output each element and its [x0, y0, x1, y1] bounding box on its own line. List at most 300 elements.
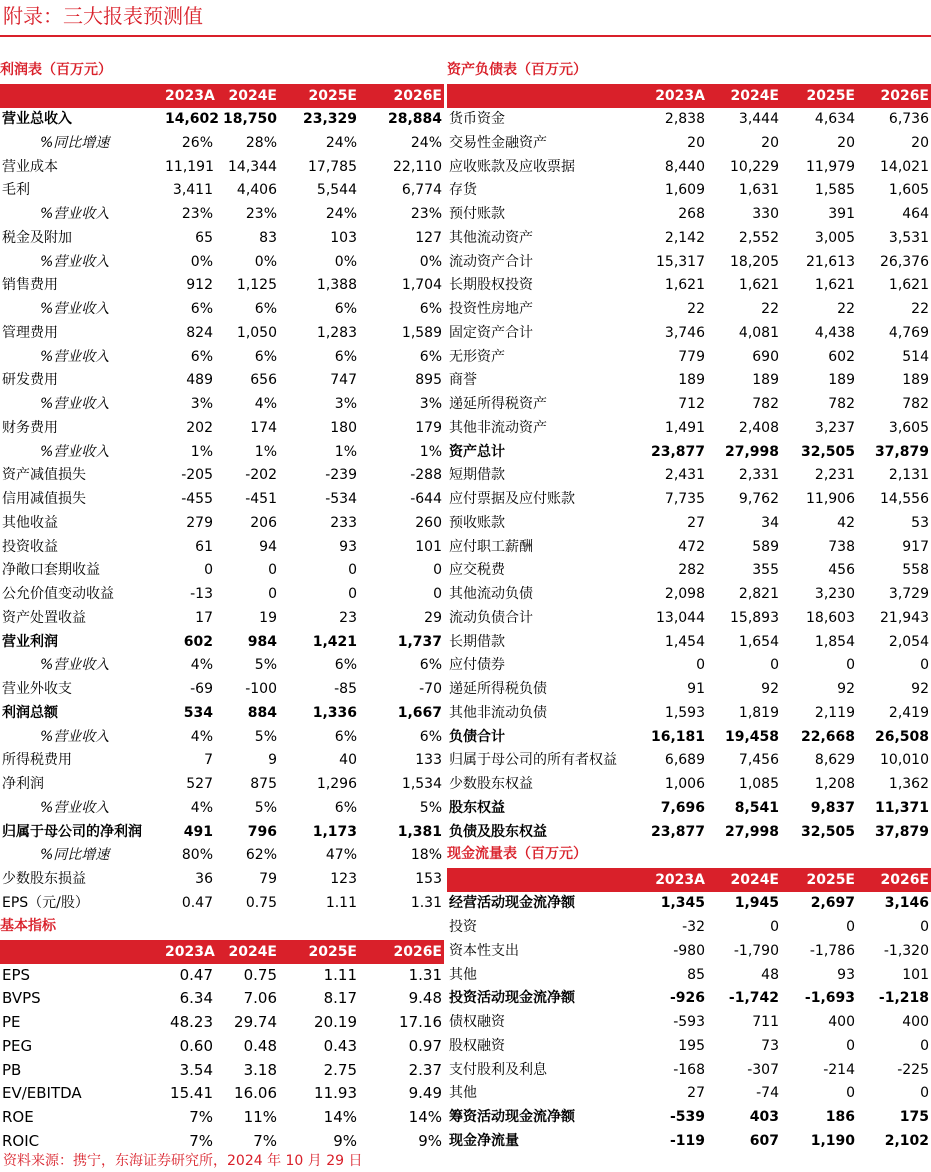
- table-row: [0, 702, 444, 726]
- value-cell: -214: [823, 1061, 855, 1078]
- row-label: 管理费用: [2, 324, 58, 341]
- value-cell: 4,634: [814, 111, 855, 127]
- row-label: 营业成本: [2, 158, 58, 175]
- value-cell: 19: [259, 609, 277, 626]
- value-cell: 18,205: [730, 253, 779, 270]
- value-cell: 11.93: [314, 1084, 357, 1103]
- value-cell: 94: [259, 538, 277, 555]
- table-row: [0, 844, 444, 868]
- value-cell: 189: [678, 372, 705, 389]
- table-row: [0, 1106, 444, 1130]
- row-label: 少数股东权益: [449, 776, 533, 792]
- table-row: [0, 607, 444, 631]
- value-cell: 3,230: [814, 586, 855, 602]
- value-cell: 711: [752, 1014, 779, 1030]
- row-label: ROIC: [2, 1131, 40, 1150]
- value-cell: 796: [247, 823, 277, 840]
- value-cell: -225: [897, 1061, 929, 1078]
- value-cell: 101: [902, 966, 929, 983]
- value-cell: 1,605: [888, 182, 929, 199]
- value-cell: 26,508: [874, 728, 929, 745]
- value-cell: 22,110: [393, 158, 442, 175]
- value-cell: 1,654: [738, 633, 779, 650]
- value-cell: 472: [678, 538, 705, 555]
- row-label: BVPS: [2, 989, 41, 1008]
- table-row: [0, 393, 444, 417]
- row-label: %营业收入: [40, 799, 110, 816]
- year-header: 2023A: [655, 88, 705, 104]
- value-cell: 1,388: [316, 277, 357, 294]
- value-cell: 2,431: [664, 467, 705, 484]
- value-cell: -593: [673, 1014, 705, 1030]
- value-cell: 0.97: [408, 1036, 442, 1055]
- table-row: [447, 298, 931, 322]
- value-cell: 1,534: [401, 776, 442, 792]
- value-cell: 9%: [333, 1131, 357, 1150]
- table-row: [447, 227, 931, 251]
- value-cell: 0: [920, 657, 929, 674]
- value-cell: 6%: [419, 301, 442, 317]
- table-row: [447, 678, 931, 702]
- row-label: 递延所得税资产: [449, 396, 547, 412]
- value-cell: 690: [752, 348, 779, 365]
- value-cell: 602: [183, 633, 213, 650]
- value-cell: -13: [190, 586, 213, 602]
- value-cell: 23,877: [650, 443, 705, 460]
- row-label: 投资收益: [2, 538, 58, 555]
- table-row: [447, 916, 931, 940]
- cash-flow-title: 现金流量表（百万元）: [447, 846, 587, 863]
- value-cell: 0.75: [245, 894, 277, 911]
- value-cell: 93: [837, 966, 855, 983]
- year-header: 2024E: [730, 872, 779, 889]
- value-cell: 0.75: [243, 965, 277, 984]
- value-cell: 4,081: [738, 324, 779, 341]
- cash-flow-table: [447, 892, 931, 1153]
- title-divider: [0, 35, 931, 37]
- value-cell: -100: [245, 681, 277, 697]
- value-cell: 27,998: [724, 823, 779, 840]
- value-cell: 7,696: [660, 799, 705, 816]
- value-cell: 2,131: [888, 467, 929, 484]
- row-label: %同比增速: [40, 847, 110, 864]
- value-cell: 1,296: [316, 776, 357, 792]
- value-cell: 1,050: [236, 324, 277, 341]
- value-cell: 7,735: [664, 491, 705, 507]
- value-cell: 9,837: [810, 799, 855, 816]
- basic-indicators-table: [0, 964, 444, 1154]
- value-cell: 127: [415, 229, 442, 246]
- value-cell: 21,613: [806, 253, 855, 270]
- row-label: 应收账款及应收票据: [449, 158, 575, 175]
- value-cell: 2,408: [738, 419, 779, 436]
- balance-sheet-table: [447, 108, 931, 844]
- value-cell: 3,146: [884, 895, 929, 912]
- value-cell: 23: [339, 609, 357, 626]
- row-label: EV/EBITDA: [2, 1084, 82, 1103]
- table-row: [447, 179, 931, 203]
- value-cell: 93: [339, 538, 357, 555]
- value-cell: 16,181: [650, 728, 705, 745]
- value-cell: 2,552: [738, 229, 779, 246]
- value-cell: 1,621: [888, 277, 929, 294]
- row-label: 税金及附加: [2, 229, 72, 246]
- value-cell: 1,819: [738, 704, 779, 721]
- value-cell: 27: [687, 514, 705, 531]
- value-cell: 0: [204, 562, 213, 579]
- value-cell: -1,790: [733, 942, 779, 959]
- value-cell: 189: [902, 372, 929, 389]
- table-row: [0, 298, 444, 322]
- value-cell: 0: [846, 1085, 855, 1102]
- row-label: 筹资活动现金流净额: [449, 1109, 575, 1125]
- value-cell: 15,317: [656, 253, 705, 270]
- value-cell: 206: [250, 514, 277, 531]
- value-cell: 1,585: [814, 182, 855, 199]
- value-cell: 4%: [254, 396, 277, 412]
- table-row: [447, 1059, 931, 1083]
- row-label: 其他流动负债: [449, 586, 533, 602]
- row-label: %营业收入: [40, 728, 110, 745]
- value-cell: 779: [678, 348, 705, 365]
- value-cell: 48.23: [170, 1013, 213, 1031]
- value-cell: 3,237: [814, 419, 855, 436]
- value-cell: 133: [415, 752, 442, 769]
- value-cell: 62%: [245, 847, 277, 864]
- table-row: [0, 346, 444, 370]
- value-cell: 27,998: [724, 443, 779, 460]
- table-row: [447, 892, 931, 916]
- value-cell: 14%: [323, 1108, 357, 1126]
- value-cell: 20: [687, 134, 705, 151]
- value-cell: 3.54: [179, 1060, 213, 1079]
- value-cell: 20.19: [314, 1013, 357, 1031]
- row-label: 股东权益: [449, 799, 505, 816]
- left-column: [0, 60, 444, 1154]
- value-cell: 1,125: [236, 277, 277, 294]
- table-row: [0, 227, 444, 251]
- table-row: [447, 346, 931, 370]
- table-row: [0, 1011, 444, 1035]
- value-cell: 6%: [419, 348, 442, 365]
- value-cell: 19,458: [724, 728, 779, 745]
- value-cell: 29.74: [234, 1013, 277, 1031]
- value-cell: -980: [673, 942, 705, 959]
- value-cell: 607: [749, 1132, 779, 1149]
- value-cell: 0: [846, 657, 855, 674]
- value-cell: 23%: [245, 206, 277, 222]
- row-label: 其他: [449, 966, 477, 983]
- value-cell: 1,737: [397, 633, 442, 650]
- value-cell: 1,704: [401, 277, 442, 294]
- value-cell: 782: [752, 396, 779, 412]
- value-cell: 10,010: [880, 752, 929, 769]
- row-label: 毛利: [2, 182, 30, 199]
- table-row: [0, 203, 444, 227]
- value-cell: 2,838: [664, 111, 705, 127]
- value-cell: 1%: [254, 443, 277, 460]
- row-label: 流动资产合计: [449, 253, 533, 270]
- value-cell: 782: [902, 396, 929, 412]
- value-cell: 80%: [181, 847, 213, 864]
- value-cell: 3.18: [243, 1060, 277, 1079]
- value-cell: 1,609: [664, 182, 705, 199]
- value-cell: 3,005: [814, 229, 855, 246]
- value-cell: 28,884: [387, 111, 442, 127]
- value-cell: 180: [330, 419, 357, 436]
- value-cell: 3,411: [172, 182, 213, 199]
- value-cell: -455: [181, 491, 213, 507]
- value-cell: 28%: [245, 134, 277, 151]
- table-row: [447, 369, 931, 393]
- value-cell: 1,593: [664, 704, 705, 721]
- value-cell: 400: [902, 1014, 929, 1030]
- value-cell: 14%: [408, 1108, 442, 1126]
- table-row: [447, 987, 931, 1011]
- value-cell: 1,006: [664, 776, 705, 792]
- value-cell: 53: [911, 514, 929, 531]
- value-cell: 92: [911, 681, 929, 697]
- value-cell: 1,421: [312, 633, 357, 650]
- value-cell: 984: [247, 633, 277, 650]
- table-row: [0, 322, 444, 346]
- value-cell: -205: [181, 467, 213, 484]
- value-cell: 527: [186, 776, 213, 792]
- value-cell: 1.11: [325, 894, 357, 911]
- value-cell: 34: [761, 514, 779, 531]
- balance-header-row: [447, 84, 931, 108]
- value-cell: 5%: [254, 728, 277, 745]
- value-cell: -168: [673, 1061, 705, 1078]
- row-label: 预付账款: [449, 206, 505, 222]
- value-cell: 656: [250, 372, 277, 389]
- table-row: [447, 583, 931, 607]
- value-cell: 85: [687, 966, 705, 983]
- value-cell: 1,362: [888, 776, 929, 792]
- table-row: [447, 512, 931, 536]
- balance-sheet-title: 资产负债表（百万元）: [447, 62, 587, 78]
- year-header: 2025E: [806, 88, 855, 104]
- row-label: 其他流动资产: [449, 229, 533, 246]
- row-label: 投资: [449, 919, 477, 935]
- value-cell: 355: [752, 562, 779, 579]
- row-label: 负债合计: [449, 728, 505, 745]
- table-row: [0, 1035, 444, 1059]
- value-cell: 391: [828, 206, 855, 222]
- table-row: [447, 156, 931, 180]
- value-cell: 9.49: [408, 1084, 442, 1103]
- row-label: 研发费用: [2, 372, 58, 389]
- page-title: 附录：三大报表预测值: [3, 4, 203, 28]
- value-cell: 489: [186, 372, 213, 389]
- value-cell: 1,621: [738, 277, 779, 294]
- table-row: [447, 1035, 931, 1059]
- row-label: 流动负债合计: [449, 609, 533, 626]
- value-cell: 18,603: [806, 609, 855, 626]
- header-label-cell: [447, 84, 633, 108]
- row-label: 所得税费用: [2, 752, 72, 769]
- table-row: [447, 251, 931, 275]
- value-cell: 37,879: [874, 443, 929, 460]
- row-label: %营业收入: [40, 396, 110, 412]
- table-row: [0, 821, 444, 845]
- header-label-cell: [0, 940, 165, 964]
- value-cell: 29: [424, 609, 442, 626]
- value-cell: 92: [761, 681, 779, 697]
- year-header: 2024E: [228, 88, 277, 104]
- value-cell: 6%: [419, 657, 442, 674]
- value-cell: 8.17: [323, 989, 357, 1008]
- value-cell: 782: [828, 396, 855, 412]
- value-cell: 1.31: [410, 894, 442, 911]
- row-label: 其他非流动资产: [449, 419, 547, 436]
- value-cell: 179: [415, 419, 442, 436]
- value-cell: 712: [678, 396, 705, 412]
- value-cell: 48: [761, 966, 779, 983]
- value-cell: 153: [415, 871, 442, 887]
- year-header: 2026E: [880, 872, 929, 889]
- row-label: 固定资产合计: [449, 324, 533, 341]
- table-row: [447, 1106, 931, 1130]
- value-cell: 23,329: [302, 111, 357, 127]
- table-row: [0, 559, 444, 583]
- table-row: [447, 417, 931, 441]
- value-cell: 1.11: [323, 965, 357, 984]
- value-cell: 6.34: [179, 989, 213, 1008]
- row-label: 股权融资: [449, 1037, 505, 1054]
- table-row: [0, 156, 444, 180]
- table-row: [0, 892, 444, 916]
- value-cell: 268: [678, 206, 705, 222]
- value-cell: 0: [770, 657, 779, 674]
- value-cell: 8,541: [734, 799, 779, 816]
- value-cell: 4%: [190, 657, 213, 674]
- value-cell: -239: [325, 467, 357, 484]
- value-cell: 5,544: [316, 182, 357, 199]
- value-cell: 4%: [190, 799, 213, 816]
- value-cell: 1,631: [738, 182, 779, 199]
- table-row: [447, 773, 931, 797]
- table-row: [447, 797, 931, 821]
- value-cell: 0: [920, 919, 929, 935]
- value-cell: 6%: [334, 348, 357, 365]
- value-cell: 456: [828, 562, 855, 579]
- value-cell: 1%: [190, 443, 213, 460]
- value-cell: -288: [410, 467, 442, 484]
- row-label: 长期借款: [449, 633, 505, 650]
- value-cell: -1,218: [878, 990, 929, 1007]
- value-cell: 558: [902, 562, 929, 579]
- value-cell: 2.37: [408, 1060, 442, 1079]
- value-cell: 23,877: [650, 823, 705, 840]
- row-label: 预收账款: [449, 514, 505, 531]
- row-label: 应交税费: [449, 562, 505, 579]
- value-cell: 103: [330, 229, 357, 246]
- value-cell: 40: [339, 752, 357, 769]
- value-cell: 5%: [419, 799, 442, 816]
- value-cell: 32,505: [800, 823, 855, 840]
- value-cell: 37,879: [874, 823, 929, 840]
- value-cell: 1%: [334, 443, 357, 460]
- value-cell: 24%: [410, 134, 442, 151]
- table-row: [447, 940, 931, 964]
- year-header: 2023A: [655, 872, 705, 889]
- value-cell: 2.75: [323, 1060, 357, 1079]
- year-header: 2023A: [165, 943, 215, 960]
- value-cell: 202: [186, 419, 213, 436]
- value-cell: -32: [682, 919, 705, 935]
- year-header: 2024E: [730, 88, 779, 104]
- row-label: %同比增速: [40, 134, 110, 151]
- value-cell: -1,742: [728, 990, 779, 1007]
- value-cell: 20: [911, 134, 929, 151]
- table-row: [0, 369, 444, 393]
- table-row: [447, 1082, 931, 1106]
- value-cell: 22: [837, 301, 855, 317]
- year-header: 2026E: [880, 88, 929, 104]
- value-cell: 8,629: [814, 752, 855, 769]
- table-row: [447, 702, 931, 726]
- row-label: %营业收入: [40, 443, 110, 460]
- value-cell: 747: [330, 372, 357, 389]
- value-cell: 13,044: [656, 609, 705, 626]
- value-cell: 875: [250, 776, 277, 792]
- table-row: [447, 1011, 931, 1035]
- table-row: [0, 964, 444, 988]
- value-cell: 0: [433, 586, 442, 602]
- value-cell: 400: [828, 1014, 855, 1030]
- value-cell: 8,440: [664, 158, 705, 175]
- value-cell: 14,556: [880, 491, 929, 507]
- value-cell: 9: [268, 752, 277, 769]
- header-label-cell: [0, 84, 165, 108]
- table-row: [0, 512, 444, 536]
- value-cell: 0: [348, 586, 357, 602]
- row-label: 应付职工薪酬: [449, 538, 533, 555]
- table-row: [447, 1130, 931, 1154]
- value-cell: 24%: [325, 134, 357, 151]
- table-row: [447, 274, 931, 298]
- income-header-row: [0, 84, 444, 108]
- value-cell: 16.06: [234, 1084, 277, 1103]
- value-cell: 1,454: [664, 633, 705, 650]
- table-row: [0, 1082, 444, 1106]
- value-cell: 0: [348, 562, 357, 579]
- source-note: 资料来源：携宁，东海证券研究所，2024 年 10 月 29 日: [3, 1153, 363, 1169]
- value-cell: 175: [899, 1109, 929, 1125]
- table-row: [447, 536, 931, 560]
- value-cell: 11,371: [874, 799, 929, 816]
- table-row: [0, 417, 444, 441]
- value-cell: 0.48: [243, 1036, 277, 1055]
- value-cell: 6%: [254, 301, 277, 317]
- value-cell: 0: [920, 1037, 929, 1054]
- table-row: [447, 821, 931, 845]
- row-label: 资产处置收益: [2, 609, 86, 626]
- value-cell: -451: [245, 491, 277, 507]
- value-cell: 5%: [254, 657, 277, 674]
- value-cell: -85: [334, 681, 357, 697]
- row-label: 营业利润: [2, 633, 58, 650]
- row-label: 无形资产: [449, 348, 505, 365]
- value-cell: 2,054: [888, 633, 929, 650]
- value-cell: 7%: [189, 1108, 213, 1126]
- table-row: [0, 441, 444, 465]
- value-cell: 189: [752, 372, 779, 389]
- table-row: [0, 583, 444, 607]
- value-cell: -119: [669, 1132, 705, 1149]
- value-cell: 3,531: [888, 229, 929, 246]
